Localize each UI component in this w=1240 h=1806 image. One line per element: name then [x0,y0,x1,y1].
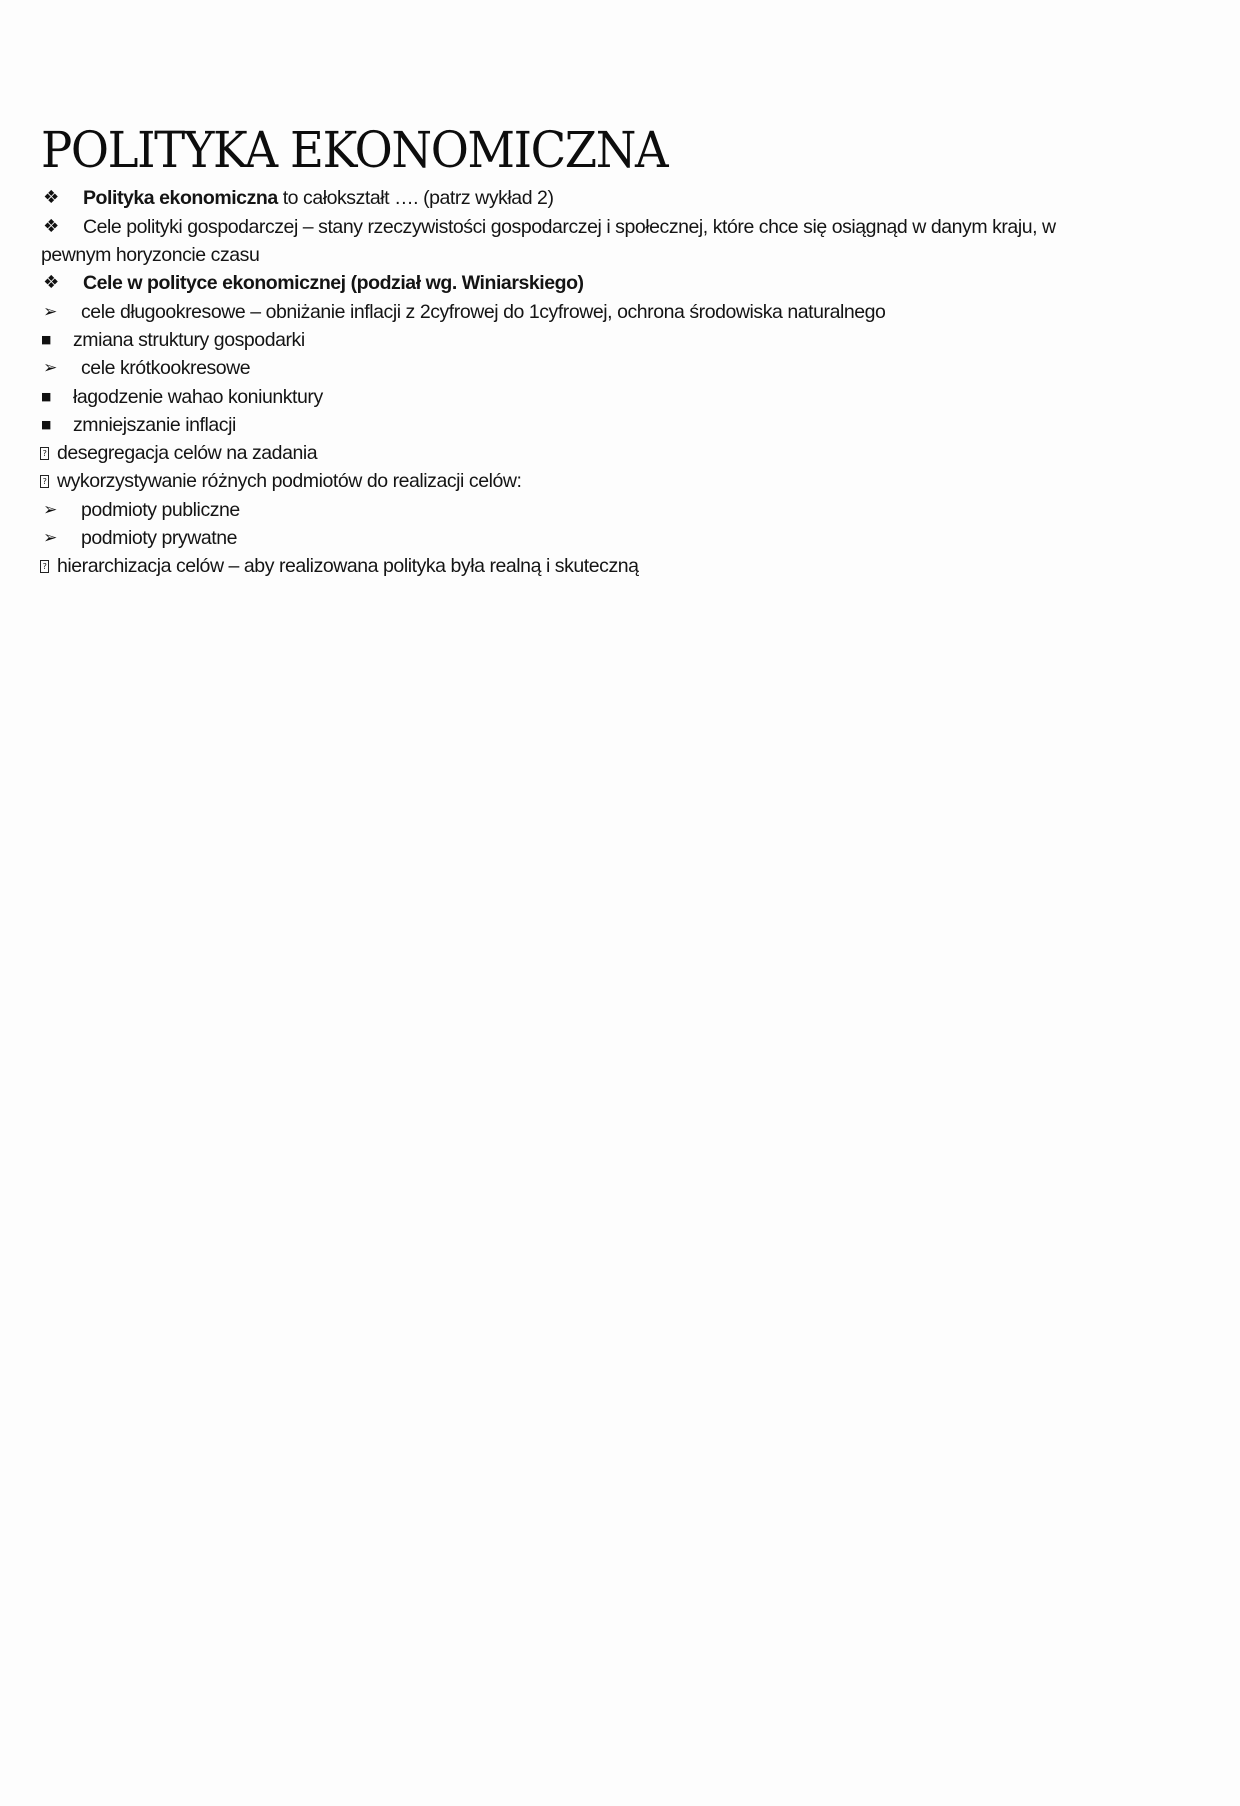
list-item [0,467,1240,495]
list-item [0,411,1240,439]
definition-text: to całokształt …. (patrz wykład 2) [277,187,554,209]
page-title: POLITYKA EKONOMICZNA [41,121,668,179]
missing-glyph-icon: ? [40,560,49,573]
list-item-text: cele długookresowe – obniżanie inflacji z 2cyfrowej do 1cyfrowej, ochrona środowiska naturalnego [81,301,886,323]
list-item-text: podmioty prywatne [81,527,238,549]
list-item [0,298,1240,326]
diamond-bullet-icon: ❖ [43,216,59,237]
list-item [0,326,1240,354]
list-item [0,439,1240,467]
square-bullet-icon: ■ [41,418,51,431]
list-item-continuation [0,241,1240,269]
list-item [0,383,1240,411]
section-heading-text: Cele w polityce ekonomicznej (podział wg. Winiarskiego) [83,272,584,294]
arrow-bullet-icon: ➢ [43,302,57,322]
list-item-text: desegregacja celów na zadania [57,442,318,464]
arrow-bullet-icon: ➢ [43,358,57,378]
list-item-text: zmiana struktury gospodarki [73,329,305,351]
list-item-text: wykorzystywanie różnych podmiotów do realizacji celów: [57,470,522,492]
missing-glyph-icon: ? [40,475,49,488]
section-heading-item [0,269,1240,297]
list-item [0,552,1240,580]
diamond-bullet-icon: ❖ [43,272,59,293]
square-bullet-icon: ■ [41,333,51,346]
list-item [0,524,1240,552]
missing-glyph-icon: ? [40,447,49,460]
diamond-bullet-icon: ❖ [43,187,59,208]
list-item-text: zmniejszanie inflacji [73,414,236,436]
list-item [0,213,1240,241]
list-item-text [83,184,554,212]
list-item-text: hierarchizacja celów – aby realizowana polityka była realną i skuteczną [57,555,639,577]
square-bullet-icon: ■ [41,390,51,403]
list-item-text: pewnym horyzoncie czasu [41,244,260,266]
list-item-text: cele krótkookresowe [81,357,251,379]
list-item [0,496,1240,524]
list-item-text: podmioty publiczne [81,499,240,521]
arrow-bullet-icon: ➢ [43,500,57,520]
list-item [0,184,1240,212]
list-item [0,354,1240,382]
definition-term: Polityka ekonomiczna [83,187,278,209]
arrow-bullet-icon: ➢ [43,528,57,548]
list-item-text: Cele polityki gospodarczej – stany rzeczywistości gospodarczej i społecznej, które chce się osiągnąd w danym kraju, w [83,216,1056,238]
list-item-text: łagodzenie wahao koniunktury [73,386,323,408]
